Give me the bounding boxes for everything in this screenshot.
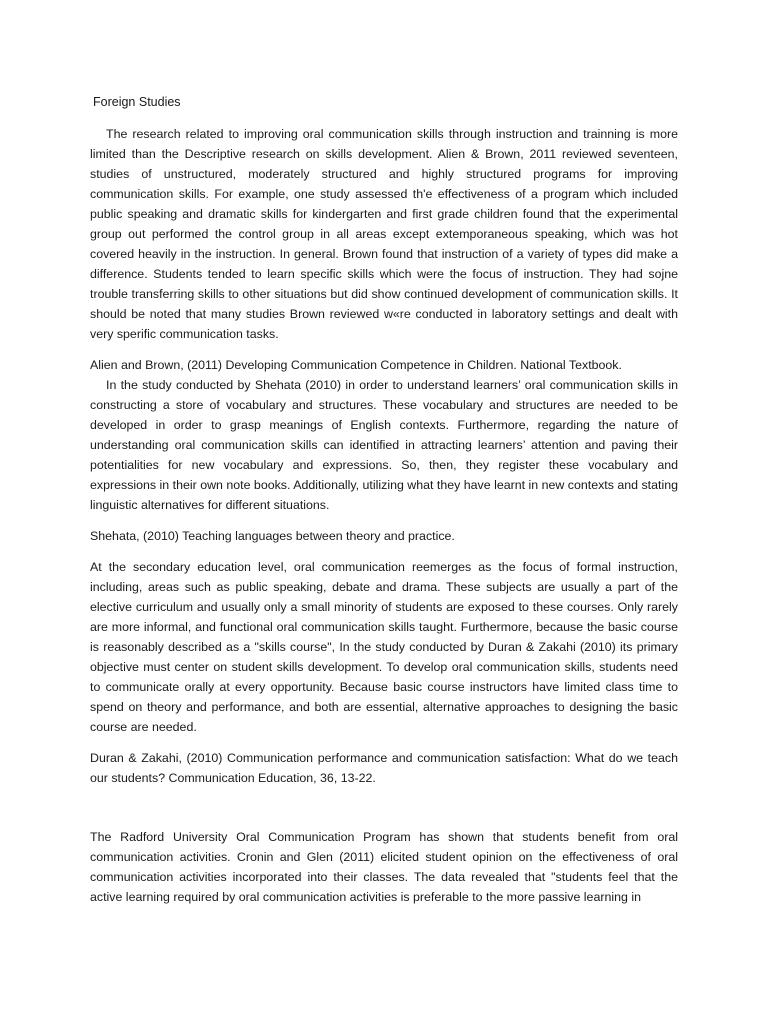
blank-space <box>90 799 678 827</box>
section-heading: Foreign Studies <box>93 95 181 109</box>
document-page <box>90 92 678 918</box>
reference-shehata: Shehata, (2010) Teaching languages between theory and practice. <box>90 529 455 543</box>
paragraph-radford-program: The Radford University Oral Communication Program has shown that students benefit from oral communication activities. Cronin and Glen (2011) elicited student opinion on the effectiveness of oral communication activities incorporated into their classes. The data revealed that "students feel that the active learning required by oral communication activities is preferable to the more passive learning in <box>90 830 678 904</box>
reference-duran-zakahi: Duran & Zakahi, (2010) Communication performance and communication satisfaction: What do we teach our students? Communication Education, 36, 13-22. <box>90 751 678 785</box>
paragraph-secondary-education: At the secondary education level, oral communication reemerges as the focus of formal instruction, including, areas such as public speaking, debate and drama. These subjects are usually a part of the elective curriculum and usually only a small minority of students are exposed to these courses. Only rarely are more informal, and functional oral communication skills taught. Furthermore, because the basic course is reasonably described as a "skills course", In the study conducted by Duran & Zakahi (2010) its primary objective must center on student skills development. To develop oral communication skills, students need to communicate orally at every opportunity. Because basic course instructors have limited class time to spend on theory and performance, and both are essential, alternative approaches to designing the basic course are needed. <box>90 560 678 734</box>
reference-alien-brown: Alien and Brown, (2011) Developing Communication Competence in Children. National Textbook. <box>90 358 622 372</box>
reference-and-paragraph <box>90 355 678 515</box>
paragraph-shehata-study: In the study conducted by Shehata (2010) in order to understand learners’ oral communication skills in constructing a store of vocabulary and structures. These vocabulary and structures are needed to be developed in order to grasp meanings of English contexts. Furthermore, regarding the nature of understanding oral communication skills can identified in attracting learners’ attention and paving their potentialities for new vocabulary and expressions. So, then, they register these vocabulary and expressions in their own note books. Additionally, utilizing what they have learnt in new contexts and stating linguistic alternatives for different situations. <box>90 378 678 512</box>
paragraph-foreign-studies-intro: The research related to improving oral communication skills through instruction and trainning is more limited than the Descriptive research on skills development. Alien & Brown, 2011 reviewed seventeen, studies of unstructured, moderately structured and highly structured programs for improving communication skills. For example, one study assessed th'e effectiveness of a program which included public speaking and dramatic skills for kindergarten and first grade children found that the experimental group out performed the control group in all areas except extemporaneous speaking, which was hot covered heavily in the instruction. In general. Brown found that instruction of a variety of types did make a difference. Students tended to learn specific skills which were the focus of instruction. They had sojne trouble transferring skills to other situations but did show continued development of communication skills. It should be noted that many studies Brown reviewed w«re conducted in laboratory settings and dealt with very sperific communication tasks. <box>90 127 678 341</box>
